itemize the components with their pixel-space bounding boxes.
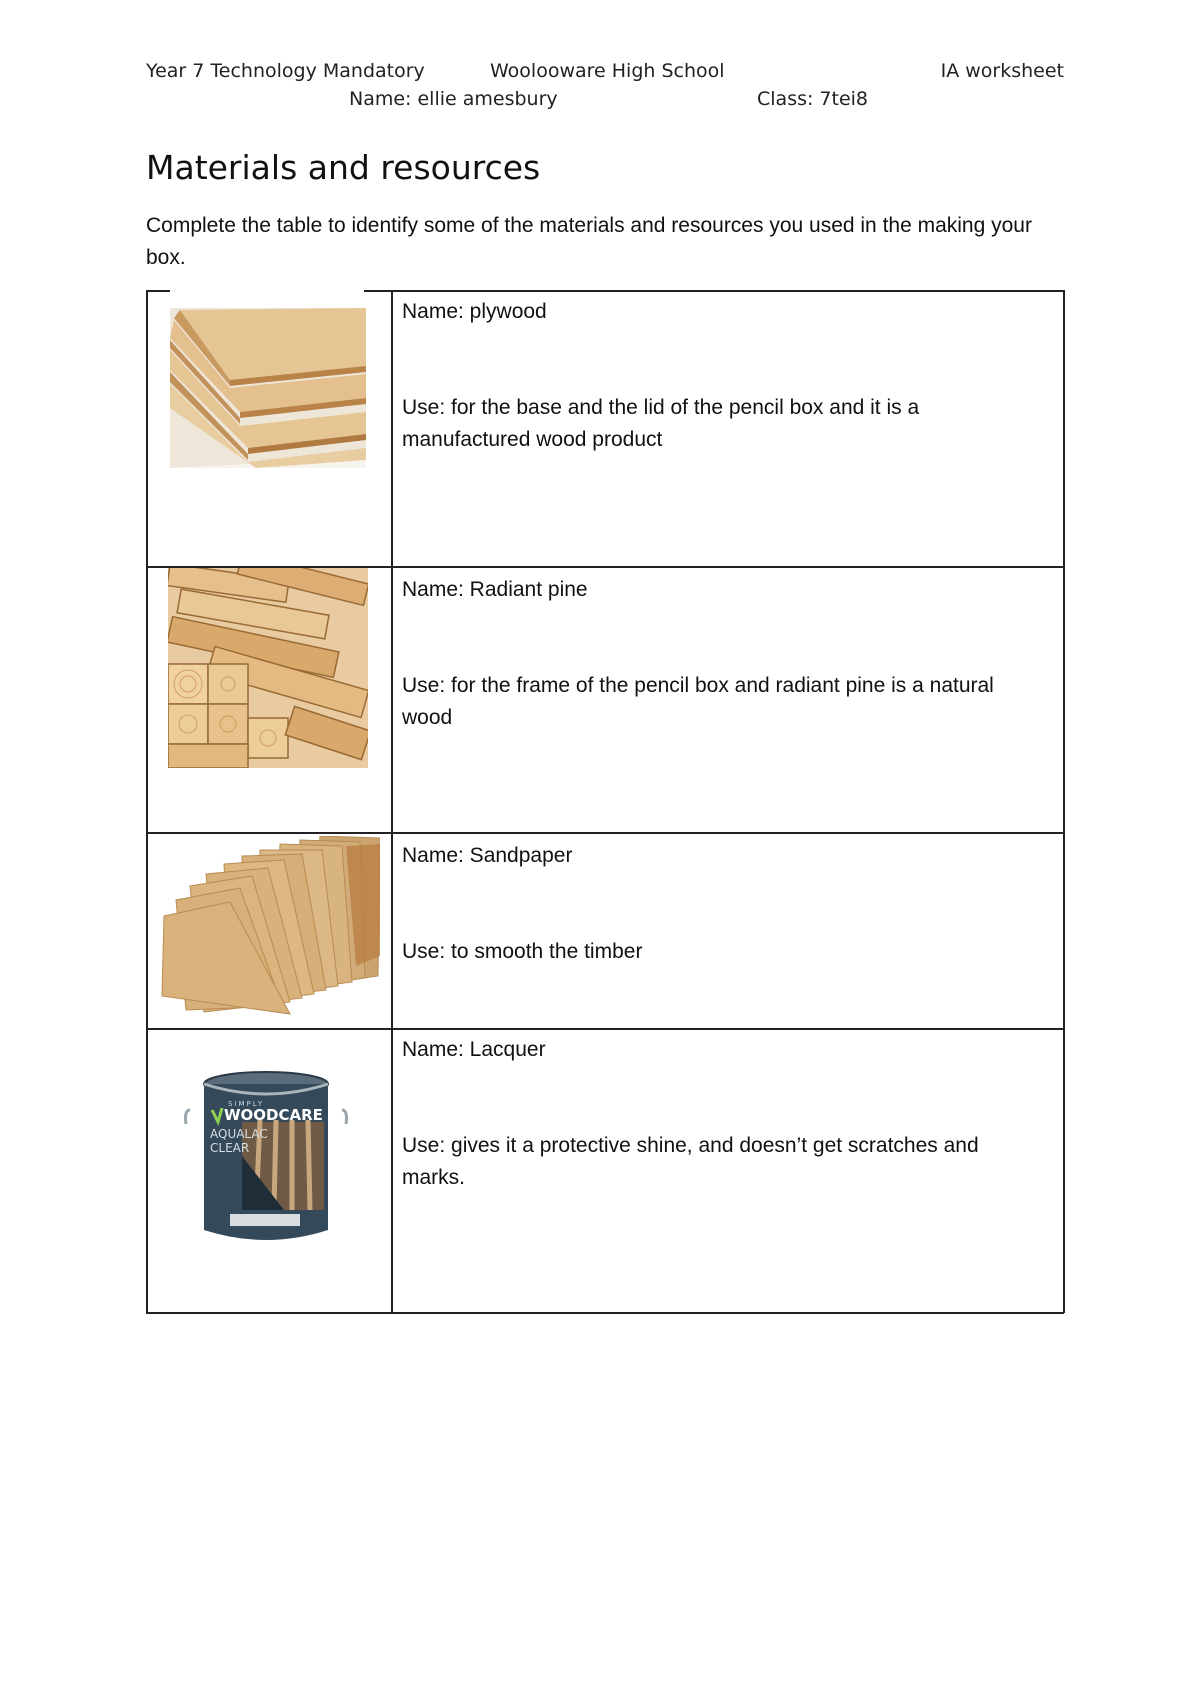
radiant-pine-image <box>168 568 368 768</box>
page-title: Materials and resources <box>146 148 541 187</box>
plywood-image <box>170 308 366 468</box>
row-sandpaper-name: Name: Sandpaper <box>402 844 573 867</box>
row-divider <box>146 832 1064 834</box>
sandpaper-image <box>160 836 380 1016</box>
can-product-line-2: CLEAR <box>210 1141 250 1155</box>
row-divider <box>146 1028 1064 1030</box>
column-divider <box>391 290 393 1313</box>
header-worksheet: IA worksheet <box>940 60 1064 82</box>
can-product-line-1: AQUALAC <box>210 1127 268 1141</box>
lacquer-can-image <box>184 1070 348 1250</box>
table-border-left <box>146 290 148 1313</box>
row-plywood-name: Name: plywood <box>402 300 547 323</box>
instructions: Complete the table to identify some of the materials and resources you used in the making your box. <box>146 214 1032 269</box>
table-border-right <box>1063 290 1065 1313</box>
table-border-top-left <box>146 290 170 292</box>
materials-table <box>146 290 1064 1313</box>
header-class: Class: 7tei8 <box>757 88 869 110</box>
table-border-bottom <box>146 1312 1064 1314</box>
row-plywood-use: Use: for the base and the lid of the pencil box and it is a manufactured wood product <box>402 396 920 451</box>
row-lacquer-use: Use: gives it a protective shine, and doesn’t get scratches and marks. <box>402 1134 979 1189</box>
row-radiant-pine-name: Name: Radiant pine <box>402 578 588 601</box>
header-student-name: Name: ellie amesbury <box>349 88 558 110</box>
row-radiant-pine-use: Use: for the frame of the pencil box and radiant pine is a natural wood <box>402 674 994 729</box>
row-sandpaper-use: Use: to smooth the timber <box>402 940 643 963</box>
header-school: Woolooware High School <box>490 60 725 82</box>
can-brand-top: SIMPLY <box>228 1100 265 1108</box>
can-brand: WOODCARE <box>224 1106 323 1124</box>
header-course: Year 7 Technology Mandatory <box>146 60 425 82</box>
row-lacquer-name: Name: Lacquer <box>402 1038 546 1061</box>
table-border-top-right <box>364 290 1064 292</box>
